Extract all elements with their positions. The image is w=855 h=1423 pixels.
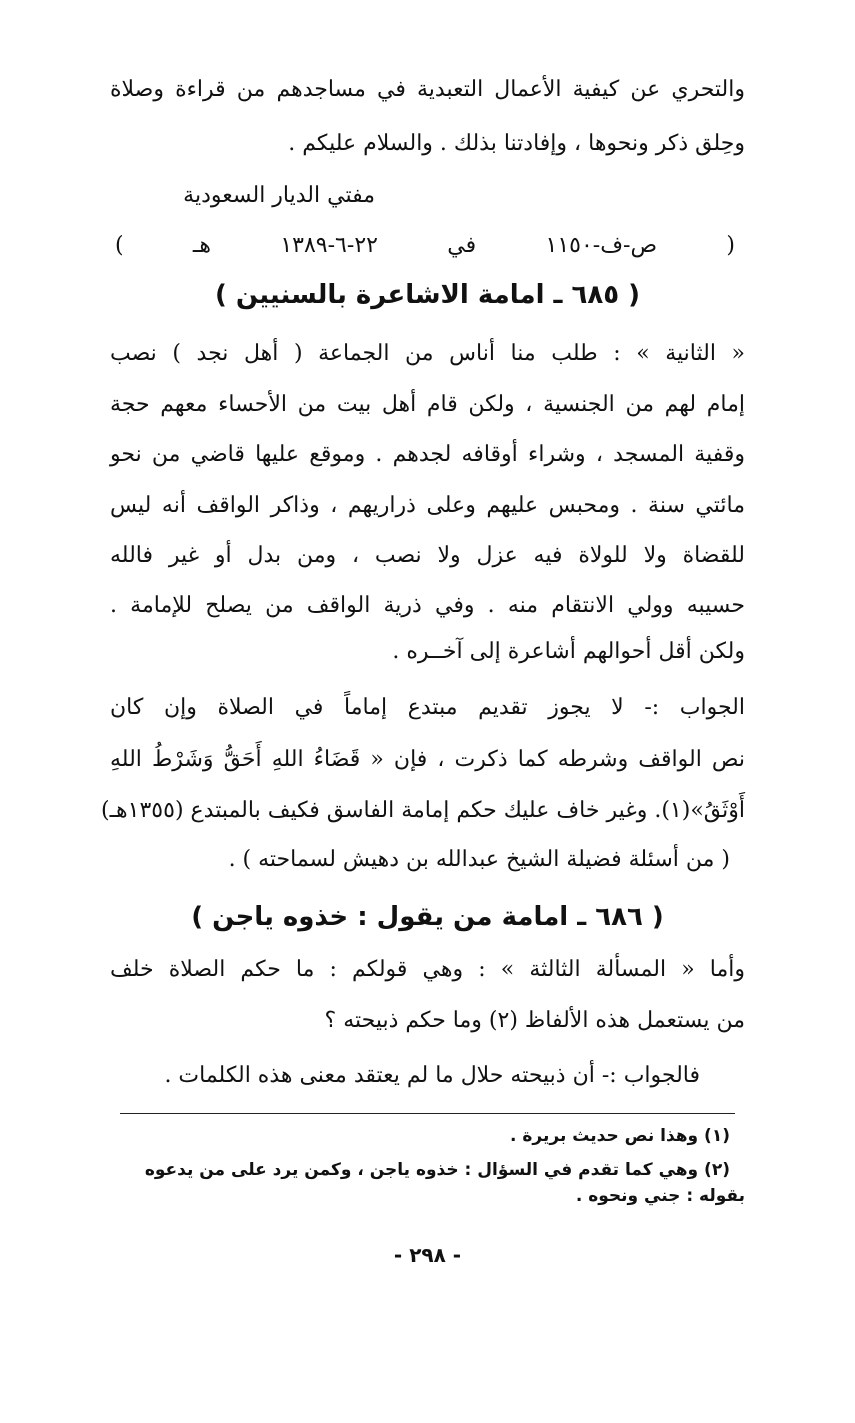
source-line: ( من أسئلة فضيلة الشيخ عبدالله بن دهيش لسماحته ) . [228, 847, 730, 872]
question-line: من يستعمل هذه الألفاظ (٢) وما حكم ذبيحته ؟ [324, 1008, 745, 1033]
body-line: والتحري عن كيفية الأعمال التعبدية في مساجدهم من قراءة وصلاة [110, 77, 745, 102]
question-line: « الثانية » : طلب منا أناس من الجماعة ( أهل نجد ) نصب [110, 341, 745, 366]
signature: مفتي الديار السعودية [183, 183, 375, 208]
reference-line: ( ص-ف-١١٥٠ في ٢٢-٦-١٣٨٩ هـ ) [115, 233, 735, 258]
page-number: - ٢٩٨ - [393, 1243, 462, 1267]
footnote-2-continued: بقوله : جني ونحوه . [575, 1186, 745, 1206]
question-line: وأما « المسألة الثالثة » : وهي قولكم : ما حكم الصلاة خلف [110, 957, 745, 982]
question-line: ولكن أقل أحوالهم أشاعرة إلى آخــره . [392, 639, 745, 664]
section-heading-685: ( ٦٨٥ ـ امامة الاشاعرة بالسنيين ) [214, 280, 641, 310]
answer-line: نص الواقف وشرطه كما ذكرت ، فإن « قَضَاءُ اللهِ أَحَقُّ وَشَرْطُ اللهِ [110, 747, 745, 772]
question-line: حسيبه وولي الانتقام منه . وفي ذرية الواقف من يصلح للإمامة . [110, 593, 745, 618]
section-heading-686: ( ٦٨٦ ـ امامة من يقول : خذوه ياجن ) [191, 902, 664, 932]
footnote-1: (١) وهذا نص حديث بريرة . [510, 1126, 730, 1146]
body-line: وحِلق ذكر ونحوها ، وإفادتنا بذلك . والسلام عليكم . [288, 131, 745, 156]
footnote-2: (٢) وهي كما تقدم في السؤال : خذوه ياجن ، وكمن يرد على من يدعوه [144, 1160, 730, 1180]
question-line: للقضاة ولا للولاة فيه عزل ولا نصب ، ومن بدل أو غير فالله [110, 543, 745, 568]
question-line: مائتي سنة . ومحبس عليهم وعلى ذراريهم ، وذاكر الواقف أنه ليس [110, 493, 745, 518]
answer-line: الجواب :- لا يجوز تقديم مبتدع إماماً في الصلاة وإن كان [110, 695, 745, 720]
question-line: وقفية المسجد ، وشراء أوقافه لجدهم . وموقع عليها قاضي من نحو [110, 442, 745, 467]
answer-line: أَوْثَقُ»(١). وغير خاف عليك حكم إمامة الفاسق فكيف بالمبتدع (١٣٥٥هـ) [101, 798, 745, 823]
footnote-separator [120, 1113, 735, 1114]
question-line: إمام لهم من الجنسية ، ولكن قام أهل بيت من الأحساء معهم حجة [110, 392, 745, 417]
answer-line: فالجواب :- أن ذبيحته حلال ما لم يعتقد معنى هذه الكلمات . [164, 1063, 700, 1088]
